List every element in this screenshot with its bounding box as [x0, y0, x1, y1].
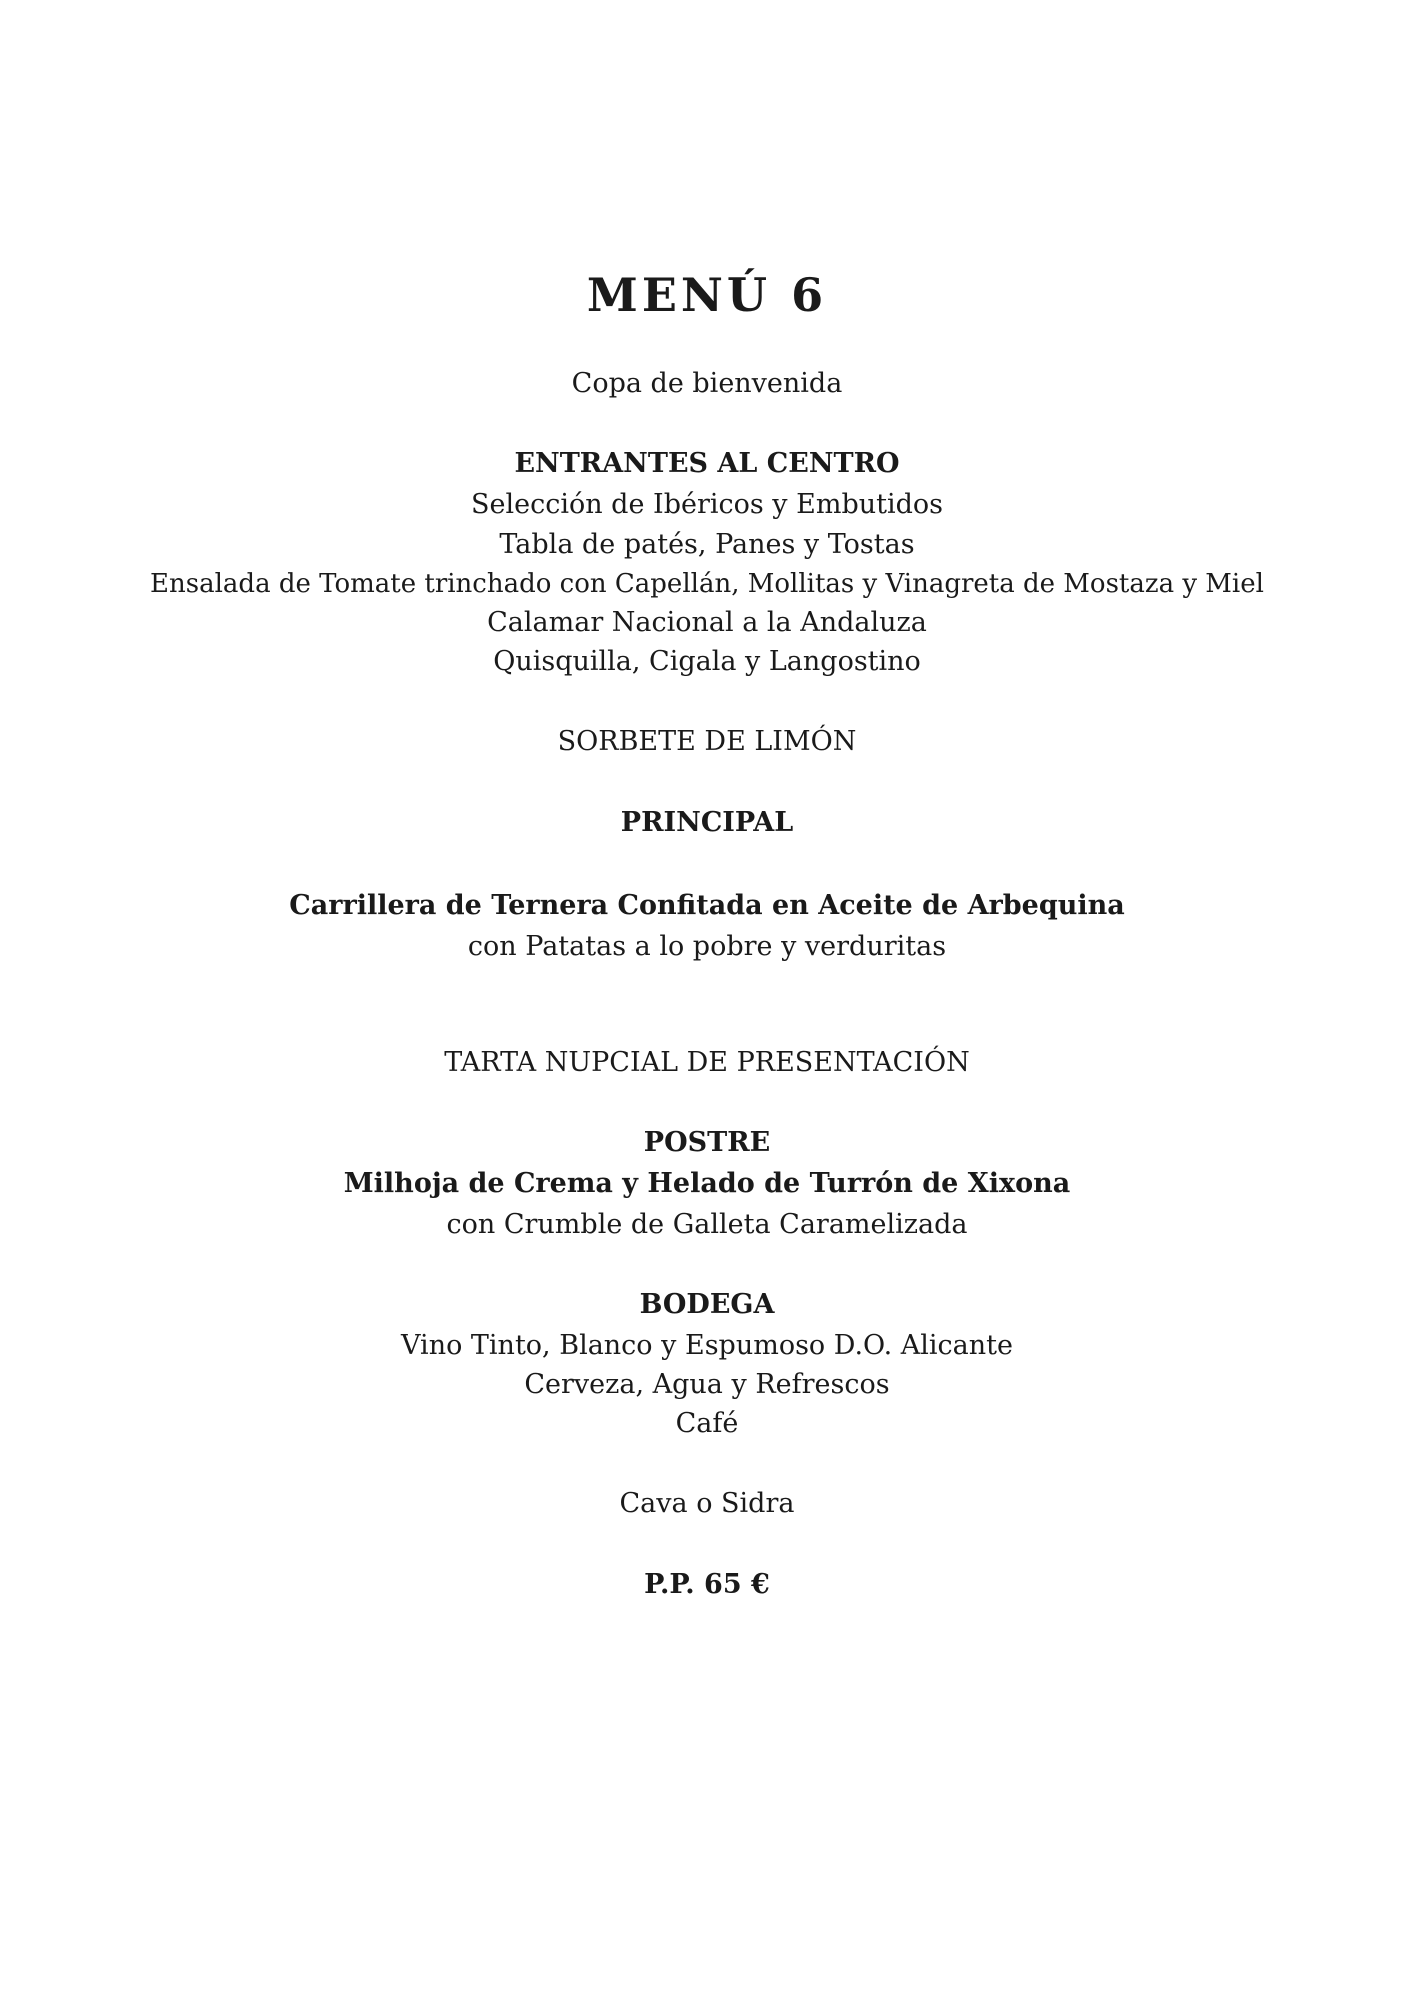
starters-heading: ENTRANTES AL CENTRO [514, 448, 900, 479]
starter-item: Ensalada de Tomate trinchado con Capellán, Mollitas y Vinagreta de Mostaza y Miel [150, 569, 1264, 599]
menu-title: MENÚ 6 [586, 268, 828, 322]
starter-item: Tabla de patés, Panes y Tostas [499, 529, 915, 560]
dessert-dish: Milhoja de Crema y Helado de Turrón de Xixona [343, 1168, 1071, 1199]
toast-drink: Cava o Sidra [619, 1488, 795, 1519]
starter-item: Calamar Nacional a la Andaluza [487, 607, 927, 638]
main-dish: Carrillera de Ternera Confitada en Aceite de Arbequina [289, 890, 1125, 921]
starter-item: Selección de Ibéricos y Embutidos [470, 489, 944, 520]
wedding-cake: TARTA NUPCIAL DE PRESENTACIÓN [444, 1047, 970, 1078]
dessert-side: con Crumble de Galleta Caramelizada [446, 1209, 968, 1240]
cellar-item: Vino Tinto, Blanco y Espumoso D.O. Alicante [401, 1330, 1013, 1361]
cellar-heading: BODEGA [639, 1289, 775, 1320]
price: P.P. 65 € [644, 1569, 770, 1600]
main-heading: PRINCIPAL [620, 807, 794, 838]
sorbet: SORBETE DE LIMÓN [557, 726, 857, 757]
dessert-heading: POSTRE [643, 1127, 771, 1158]
starter-item: Quisquilla, Cigala y Langostino [493, 646, 921, 677]
cellar-item: Cerveza, Agua y Refrescos [524, 1369, 890, 1400]
cellar-item: Café [675, 1408, 739, 1439]
main-side: con Patatas a lo pobre y verduritas [467, 931, 947, 962]
welcome-drink: Copa de bienvenida [571, 368, 843, 399]
